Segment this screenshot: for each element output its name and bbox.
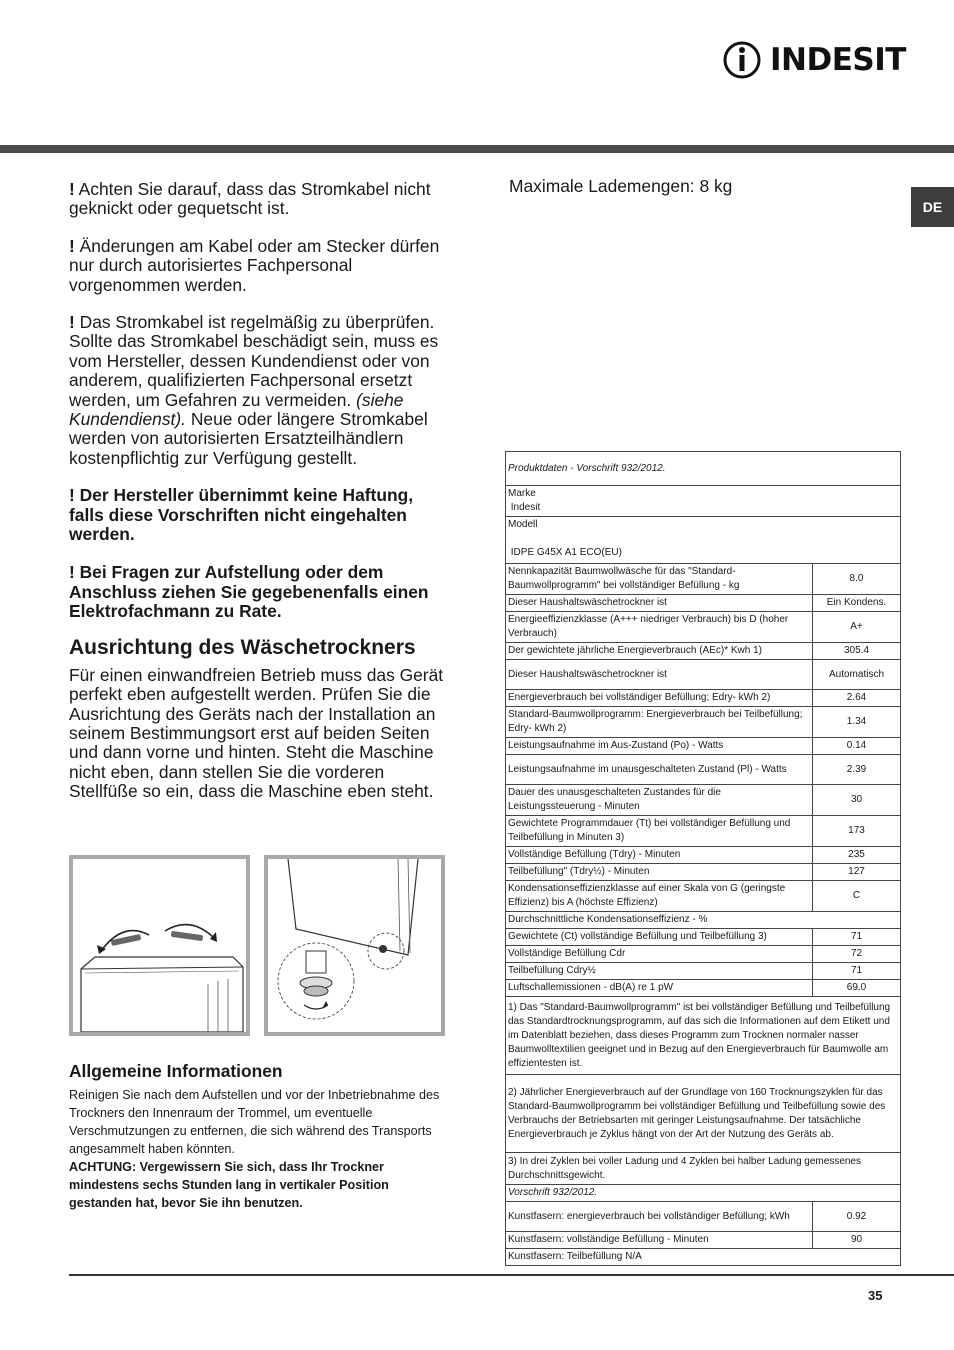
footnote-2-cell: 2) Jährlicher Energieverbrauch auf der Grundlage von 160 Trocknungszyklen für das Standard-Baumwollprogramm bei vollständiger Befüllung und Teilbefüllung sowie des Verbrauchs der Betriebsarten mit geringer Leistungsaufnahme. Der tatsächliche Energieverbrauch je Zyklus hängt von der Art der Nutzung des Geräts ab. [506, 1075, 901, 1153]
table-row [506, 738, 901, 755]
levelling-text: Für einen einwandfreien Betrieb muss das Gerät perfekt eben aufgestellt werden. Prüfen Sie die Ausrichtung des Geräts nach der Installation an seinem Bestimmungsort erst auf beiden Seiten und dann vorne und hinten. Steht die Maschine nicht eben, dann stellen Sie die vorderen Stellfüße so ein, dass die Maschine eben steht. [69, 664, 444, 802]
footnote-3 [506, 1153, 901, 1185]
left-column [69, 180, 449, 820]
row-value: 69.0 [813, 980, 901, 997]
max-load-label: Maximale Lademengen [509, 176, 690, 196]
warning-cable-changes: ! Änderungen am Kabel oder am Stecker dürfen nur durch autorisiertes Fachpersonal vorgenommen werden. [69, 235, 440, 295]
table-row [506, 564, 901, 595]
row-value: Ein Kondens. [813, 595, 901, 612]
table-row [506, 946, 901, 963]
row-label: Teilbefüllung" (Tdry½) - Minuten [506, 864, 813, 881]
table-row [506, 963, 901, 980]
row-label: Energieeffizienzklasse (A+++ niedriger Verbrauch) bis D (hoher Verbrauch) [506, 612, 813, 643]
section-heading-levelling: Ausrichtung des Wäschetrockners [69, 635, 416, 659]
table-row [506, 881, 901, 912]
table-row [506, 643, 901, 660]
row-value: 2.39 [813, 755, 901, 785]
table-row [506, 755, 901, 785]
row-value: 2.64 [813, 690, 901, 707]
row-value: 90 [813, 1232, 901, 1249]
levelling-illustrations [69, 855, 445, 1036]
row-label: Dieser Haushaltswäschetrockner ist [506, 660, 813, 690]
footnote-3-cell: 3) In drei Zyklen bei voller Ladung und 4 Zyklen bei halber Ladung gemessenes Durchschnittsgewicht. [506, 1153, 901, 1185]
row-label: Der gewichtete jährliche Energieverbrauch (AEc)* Kwh 1) [506, 643, 813, 660]
row-value: 71 [813, 963, 901, 980]
table-row [506, 595, 901, 612]
row-label: Dieser Haushaltswäschetrockner ist [506, 595, 813, 612]
table-row [506, 1232, 901, 1249]
condensation-efficiency-row-cell: Durchschnittliche Kondensationseffizienz - % [506, 912, 901, 929]
row-value: 173 [813, 816, 901, 847]
row-label: Kunstfasern: vollständige Befüllung - Minuten [506, 1232, 813, 1249]
footer-line [69, 1274, 954, 1276]
warning-electrician: ! Bei Fragen zur Aufstellung oder dem Anschluss ziehen Sie gegebenenfalls einen Elektrofachmann zu Rate. [69, 562, 429, 622]
row-label: Gewichtete Programmdauer (Tt) bei vollständiger Befüllung und Teilbefüllung in Minuten 3) [506, 816, 813, 847]
row-label: Vollständige Befüllung (Tdry) - Minuten [506, 847, 813, 864]
row-value: 8.0 [813, 564, 901, 595]
row-label: Dauer des unausgeschalteten Zustandes für die Leistungssteuerung - Minuten [506, 785, 813, 816]
adjustable-foot-illustration [264, 855, 445, 1036]
row-label: Standard-Baumwollprogramm: Energieverbrauch bei Teilbefüllung; Edry- kWh 2) [506, 707, 813, 738]
table-row [506, 785, 901, 816]
regulation-row [506, 1185, 901, 1202]
row-value: Automatisch [813, 660, 901, 690]
row-value: 305.4 [813, 643, 901, 660]
row-value: 72 [813, 946, 901, 963]
row-label: Teilbefüllung Cdry½ [506, 963, 813, 980]
max-load-value: 8 [699, 176, 710, 196]
footnote-1-cell: 1) Das "Standard-Baumwollprogramm" ist bei vollständiger Befüllung und Teilbefüllung das Standardtrocknungsprogramm, auf das sich die Informationen auf dem Etikett und im Datenblatt beziehen, dass dieses Programm zum Trocknen normaler nasser Baumwolltextilien geeignet und in Bezug auf den Energieverbrauch für Baumwolle am effizientesten ist. [506, 997, 901, 1075]
table-row [506, 690, 901, 707]
dryer-top-illustration [69, 855, 250, 1036]
row-label: Kondensationseffizienzklasse auf einer Skala von G (geringste Effizienz) bis A (höchste Effizienz) [506, 881, 813, 912]
general-info-warning: ACHTUNG: Vergewissern Sie sich, dass Ihr Trockner mindestens sechs Stunden lang in vertikaler Position gestanden hat, bevor Sie ihn benutzen. [69, 1160, 389, 1210]
table-row [506, 1202, 901, 1232]
table-row [506, 612, 901, 643]
row-value: 235 [813, 847, 901, 864]
table-row [506, 864, 901, 881]
row-label: Energieverbrauch bei vollständiger Befüllung; Edry- kWh 2) [506, 690, 813, 707]
row-value: C [813, 881, 901, 912]
table-title: Produktdaten - Vorschrift 932/2012. [506, 452, 901, 486]
model-cell: Modell IDPE G45X A1 ECO(EU) [506, 517, 901, 564]
table-row [506, 980, 901, 997]
header-bar [0, 145, 954, 153]
row-value: 30 [813, 785, 901, 816]
table-row [506, 847, 901, 864]
general-info-text: Reinigen Sie nach dem Aufstellen und vor der Inbetriebnahme des Trockners den Innenraum der Trommel, um eventuelle Verschmutzungen zu entfernen, die sich während des Transports angesammelt haben könnten. ACHTUNG: Vergewissern Sie sich, dass Ihr Trockner mindestens sechs Stunden lang in vertikaler Position gestanden hat, bevor Sie ihn benutzen. [69, 1088, 440, 1210]
table-row [506, 660, 901, 690]
row-value: 1.34 [813, 707, 901, 738]
brand-cell: Marke Indesit [506, 486, 901, 517]
warning-liability: ! Der Hersteller übernimmt keine Haftung, falls diese Vorschriften nicht eingehalten werden. [69, 485, 414, 545]
row-value: 0.92 [813, 1202, 901, 1232]
table-row [506, 929, 901, 946]
row-label: Kunstfasern: energieverbrauch bei vollständiger Befüllung; kWh [506, 1202, 813, 1232]
table-row [506, 816, 901, 847]
row-label: Gewichtete (Ct) vollständige Befüllung und Teilbefüllung 3) [506, 929, 813, 946]
table-row [506, 707, 901, 738]
condensation-efficiency-row [506, 912, 901, 929]
warning-cable-kink: ! Achten Sie darauf, dass das Stromkabel nicht geknickt oder gequetscht ist. [69, 179, 431, 219]
synthetic-partial-row [506, 1249, 901, 1266]
indesit-logo-icon [722, 38, 766, 82]
logo-text: INDESIT [770, 42, 906, 78]
footnote-2 [506, 1075, 901, 1153]
row-label: Luftschallemissionen - dB(A) re 1 pW [506, 980, 813, 997]
row-value: A+ [813, 612, 901, 643]
general-info-heading: Allgemeine Informationen [69, 1061, 283, 1081]
page-number: 35 [868, 1288, 883, 1303]
row-label: Vollständige Befüllung Cdr [506, 946, 813, 963]
row-value: 127 [813, 864, 901, 881]
max-load: Maximale Lademengen: 8 kg [509, 176, 733, 196]
max-load-unit: kg [713, 176, 733, 196]
synthetic-partial-row-cell: Kunstfasern: Teilbefüllung N/A [506, 1249, 901, 1266]
indesit-logo [722, 38, 906, 82]
footnote-1 [506, 997, 901, 1075]
row-value: 71 [813, 929, 901, 946]
row-label: Nennkapazität Baumwollwäsche für das "Standard-Baumwollprogramm" bei vollständiger Befüllung - kg [506, 564, 813, 595]
row-label: Leistungsaufnahme im unausgeschalteten Zustand (Pl) - Watts [506, 755, 813, 785]
row-label: Leistungsaufnahme im Aus-Zustand (Po) - Watts [506, 738, 813, 755]
product-data-table [505, 451, 901, 1266]
language-tab: DE [911, 187, 954, 227]
regulation-row-cell: Vorschrift 932/2012. [506, 1185, 901, 1202]
row-value: 0.14 [813, 738, 901, 755]
warning-cable-check: ! Das Stromkabel ist regelmäßig zu überprüfen. Sollte das Stromkabel beschädigt sein, muss es vom Hersteller, dessen Kundendienst oder von anderem, qualifizierten Fachpersonal ersetzt werden, um Gefahren zu vermeiden. (siehe Kundendienst). Neue oder längere Stromkabel werden von autorisierten Ersatzteilhändlern kostenpflichtig zur Verfügung gestellt. [69, 312, 439, 468]
